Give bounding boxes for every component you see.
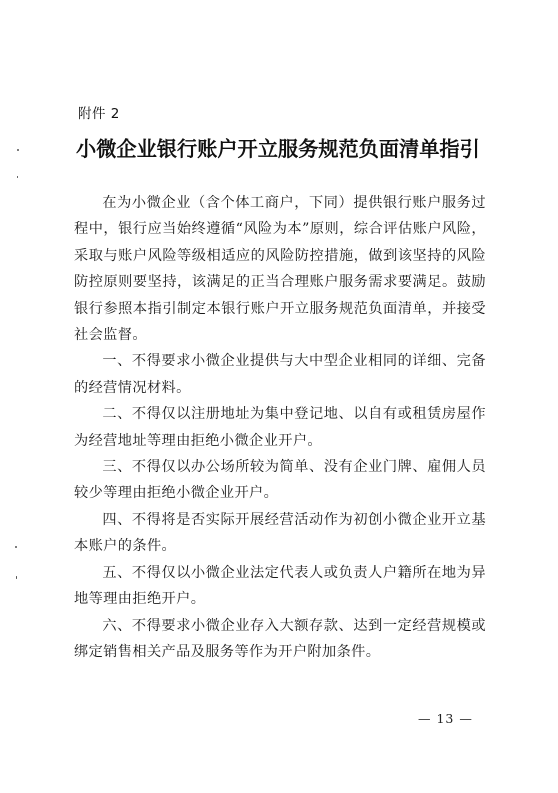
scan-speck: [17, 149, 19, 151]
list-item-5: 五、不得仅以小微企业法定代表人或负责人户籍所在地为异地等理由拒绝开户。: [74, 564, 486, 608]
document-title: 小微企业银行账户开立服务规范负面清单指引: [76, 137, 480, 161]
list-item-2: 二、不得仅以注册地址为集中登记地、以自有或租赁房屋作为经营地址等理由拒绝小微企业开户。: [74, 406, 486, 449]
scan-speck: [15, 546, 17, 548]
intro-paragraph: 在为小微企业（含个体工商户，下同）提供银行账户服务过程中，银行应当始终遵循“风险为本”原则，综合评估账户风险，采取与账户风险等级相适应的风险防控措施，做到该坚持的风险防控原则要坚持，该满足的正当合理账户服务需求要满足。鼓励银行参照本指引制定本银行账户开立服务规范负面清单，并接受社会监督。: [74, 195, 486, 344]
page-number: — 13 —: [418, 711, 473, 726]
list-item-1: 一、不得要求小微企业提供与大中型企业相同的详细、完备的经营情况材料。: [74, 353, 486, 396]
list-item-4: 四、不得将是否实际开展经营活动作为初创小微企业开立基本账户的条件。: [74, 511, 486, 555]
list-item-3: 三、不得仅以办公场所较为简单、没有企业门牌、雇佣人员较少等理由拒绝小微企业开户。: [74, 459, 486, 502]
document-body: [74, 190, 486, 665]
scan-speck: [17, 176, 18, 178]
list-item-6: 六、不得要求小微企业存入大额存款、达到一定经营规模或绑定销售相关产品及服务等作为开户附加条件。: [74, 617, 486, 660]
scan-speck: [16, 576, 17, 579]
attachment-label: 附件 2: [78, 106, 120, 122]
